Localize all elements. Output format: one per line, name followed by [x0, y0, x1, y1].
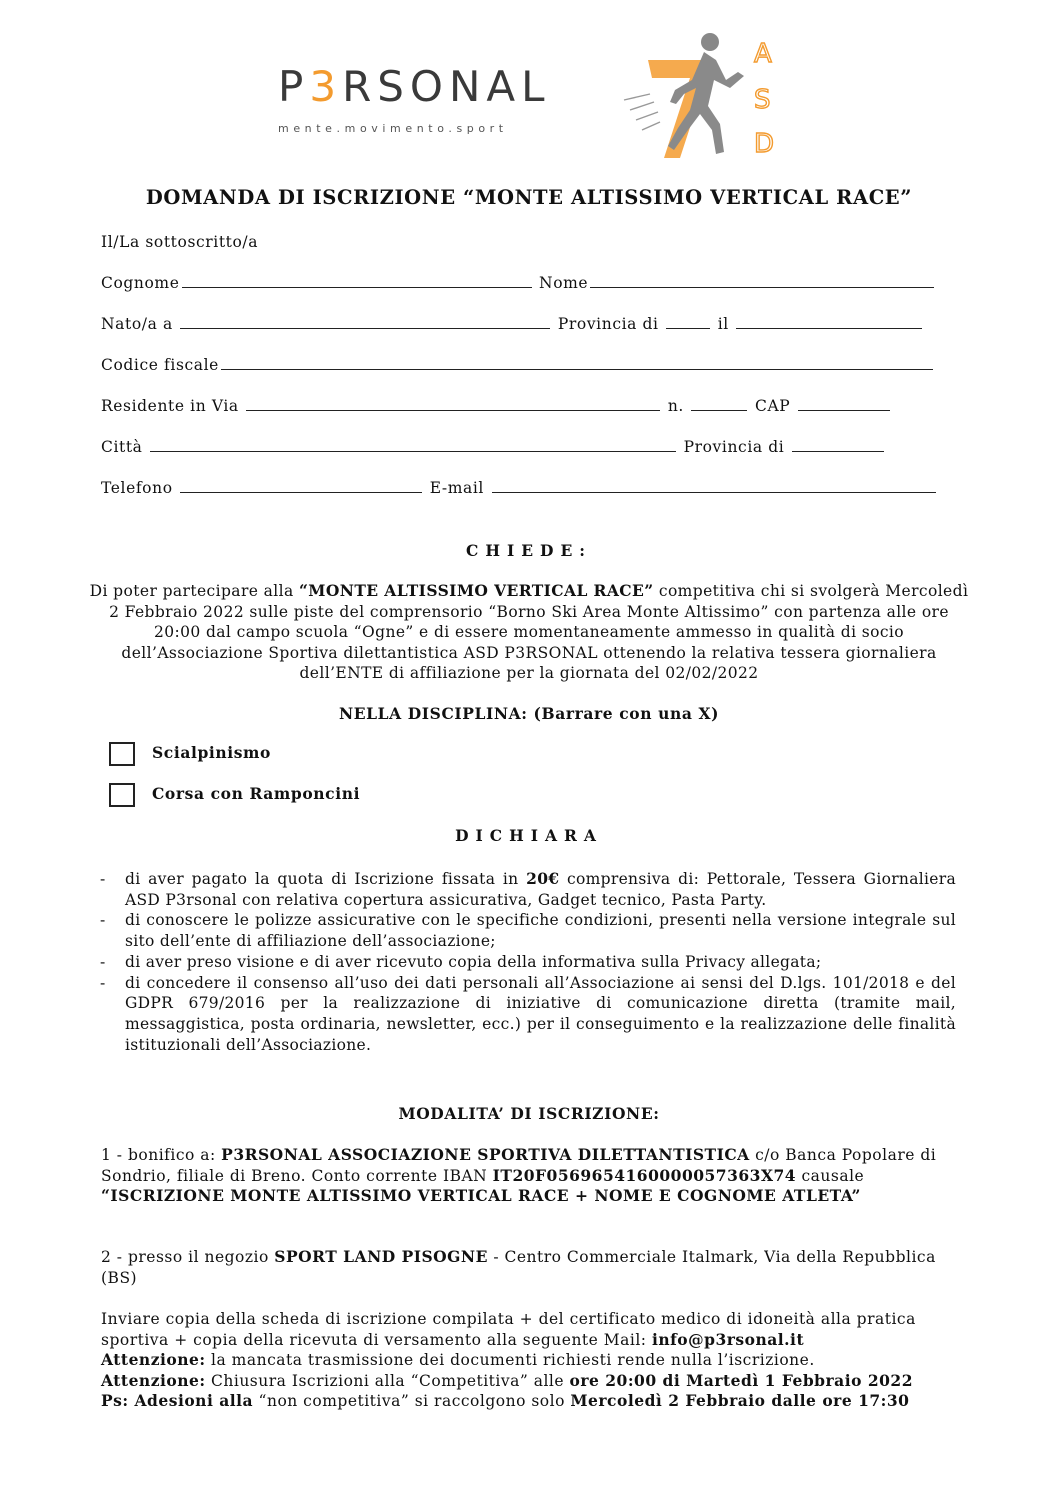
- disciplina-heading: NELLA DISCIPLINA: (Barrare con una X): [338, 704, 720, 723]
- provincia-nascita-field[interactable]: [666, 316, 710, 329]
- asd-runner-logo: [620, 30, 780, 165]
- email-label: E-mail: [429, 479, 484, 497]
- dichiara-heading: DICHIARA: [455, 826, 603, 845]
- modalita-negozio: 2 - presso il negozio SPORT LAND PISOGNE - Centro Commerciale Italmark, Via della Repubblica (BS): [101, 1247, 936, 1287]
- scialpinismo-label: Scialpinismo: [152, 743, 271, 762]
- nato-label: Nato/a a: [101, 315, 173, 333]
- provincia-residenza-field[interactable]: [792, 439, 884, 452]
- list-item: - di concedere il consenso all’uso dei dati personali all’Associazione ai sensi del D.lgs. 101/2018 e del GDPR 679/2016 per la realizzazione di iniziative di comunicazione diretta (tramite mail, messaggistica, posta ordinaria, newsletter, ecc.) per il conseguimento e la realizzazione delle finalità istituzionali dell’Associazione.: [100, 973, 956, 1056]
- form-row-contacts: [101, 479, 938, 497]
- form-row-name: [101, 274, 936, 292]
- numero-label: n.: [667, 397, 684, 415]
- modalita-bonifico: 1 - bonifico a: P3RSONAL ASSOCIAZIONE SPORTIVA DILETTANTISTICA c/o Banca Popolare di Sondrio, filiale di Breno. Conto corrente IBAN IT20F0569654160000057363X74 causale “ISCRIZIONE MONTE ALTISSIMO VERTICAL RACE + NOME E COGNOME ATLETA”: [101, 1145, 937, 1205]
- form-row-birth: [101, 315, 924, 333]
- cap-field[interactable]: [798, 398, 890, 411]
- modalita-note: Inviare copia della scheda di iscrizione compilata + del certificato medico di idoneità alla pratica sportiva + copia della ricevuta di versamento alla seguente Mail: info@p3rsonal.it Attenzione: la mancata trasmissione dei documenti richiesti rende nulla l’iscrizione. Attenzione: Chiusura Iscrizioni alla “Competitiva” alle ore 20:00 di Martedì 1 Febbraio 2022 Ps: Adesioni alla “non competitiva” si raccolgono solo Mercoledì 2 Febbraio dalle ore 17:30: [101, 1310, 916, 1410]
- nome-field[interactable]: [590, 275, 934, 288]
- telefono-label: Telefono: [101, 479, 173, 497]
- cognome-field[interactable]: [182, 275, 532, 288]
- luogo-nascita-field[interactable]: [180, 316, 550, 329]
- asd-letter-a: A: [754, 39, 772, 69]
- option-scialpinismo[interactable]: [109, 742, 271, 766]
- numero-field[interactable]: [691, 398, 747, 411]
- via-field[interactable]: [246, 398, 660, 411]
- dichiara-list: [100, 869, 956, 1055]
- residente-label: Residente in Via: [101, 397, 239, 415]
- ramponcini-label: Corsa con Ramponcini: [152, 784, 361, 803]
- intro-text: Il/La sottoscritto/a: [101, 233, 259, 251]
- chiede-heading: CHIEDE:: [465, 541, 593, 560]
- cognome-label: Cognome: [101, 274, 180, 292]
- modalita-heading: MODALITA’ DI ISCRIZIONE:: [398, 1104, 660, 1123]
- codice-fiscale-field[interactable]: [221, 357, 933, 370]
- email-link[interactable]: info@p3rsonal.it: [651, 1329, 805, 1349]
- provincia-residenza-label: Provincia di: [683, 438, 785, 456]
- form-row-city: [101, 438, 886, 456]
- data-nascita-label: il: [717, 315, 729, 333]
- asd-letter-s: S: [754, 85, 771, 115]
- brand-tagline: mente.movimento.sport: [278, 122, 508, 135]
- brand-wordmark: P3RSONAL: [278, 62, 551, 111]
- scialpinismo-checkbox[interactable]: [109, 742, 135, 766]
- form-row-address: [101, 397, 892, 415]
- nome-label: Nome: [539, 274, 589, 292]
- cap-label: CAP: [755, 397, 791, 415]
- chiede-paragraph: Di poter partecipare alla “MONTE ALTISSIMO VERTICAL RACE” competitiva chi si svolgerà Mercoledì 2 Febbraio 2022 sulle piste del comprensorio “Borno Ski Area Monte Altissimo” con partenza alle ore 20:00 dal campo scuola “Ogne” e di essere momentaneamente ammesso in qualità di socio dell’Associazione Sportiva dilettantistica ASD P3RSONAL ottenendo la relativa tessera giornaliera dell’ENTE di affiliazione per la giornata del 02/02/2022: [89, 581, 969, 682]
- telefono-field[interactable]: [180, 480, 422, 493]
- ramponcini-checkbox[interactable]: [109, 783, 135, 807]
- provincia-nascita-label: Provincia di: [557, 315, 659, 333]
- document-title: DOMANDA DI ISCRIZIONE “MONTE ALTISSIMO VERTICAL RACE”: [145, 186, 913, 209]
- data-nascita-field[interactable]: [736, 316, 922, 329]
- list-item: - di aver pagato la quota di Iscrizione fissata in 20€ comprensiva di: Pettorale, Tessera Giornaliera ASD P3rsonal con relativa copertura assicurativa, Gadget tecnico, Pasta Party.: [100, 869, 956, 910]
- citta-label: Città: [101, 438, 143, 456]
- codice-fiscale-label: Codice fiscale: [101, 356, 219, 374]
- p3rsonal-logo: [278, 62, 578, 135]
- citta-field[interactable]: [150, 439, 676, 452]
- form-row-codice-fiscale: [101, 356, 935, 374]
- asd-letter-d: D: [754, 129, 775, 159]
- email-field[interactable]: [492, 480, 936, 493]
- list-item: - di conoscere le polizze assicurative con le specifiche condizioni, presenti nella versione integrale sul sito dell’ente di affiliazione dell’associazione;: [100, 910, 956, 951]
- iban-value: IT20F0569654160000057363X74: [492, 1165, 797, 1185]
- list-item: - di aver preso visione e di aver ricevuto copia della informativa sulla Privacy allegata;: [100, 952, 956, 973]
- option-corsa-ramponcini[interactable]: [109, 783, 360, 807]
